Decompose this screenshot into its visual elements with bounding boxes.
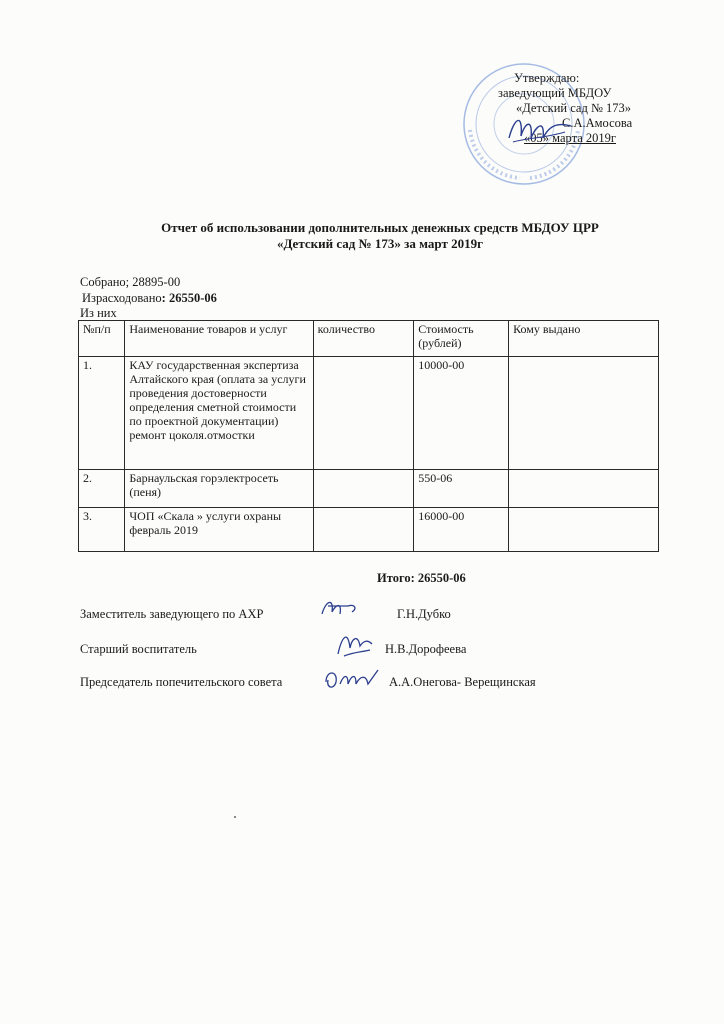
- of-them-label: Из них: [80, 306, 117, 320]
- spent-value: : 26550-06: [161, 291, 217, 305]
- column-header: Кому выдано: [509, 321, 659, 357]
- signature-name: Н.В.Дорофеева: [385, 642, 467, 656]
- spent-amount: [82, 291, 217, 306]
- approval-line: Утверждаю:: [514, 71, 580, 85]
- approval-line: заведующий МБДОУ: [498, 86, 612, 100]
- row-quantity: [313, 508, 414, 552]
- total-amount: Итого: 26550-06: [377, 571, 466, 585]
- title-line: Отчет об использовании дополнительных денежных средств МБДОУ ЦРР: [161, 220, 599, 235]
- signature-icon: [318, 594, 364, 622]
- row-number: 1.: [79, 357, 125, 470]
- signature-row: [80, 642, 467, 657]
- row-quantity: [313, 470, 414, 508]
- table-row: [79, 357, 659, 470]
- collected-amount: Собрано; 28895-00: [80, 275, 181, 289]
- signature-icon: [322, 664, 388, 694]
- signature-role: Старший воспитатель: [80, 642, 197, 656]
- row-number: 2.: [79, 470, 125, 508]
- row-name: Барнаульская горэлектросеть (пеня): [125, 470, 313, 508]
- paper-speck: [234, 816, 236, 818]
- signature-name: А.А.Онегова- Верещинская: [389, 675, 536, 689]
- signature-role: Председатель попечительского совета: [80, 675, 283, 689]
- row-recipient: [509, 508, 659, 552]
- row-cost: 10000-00: [414, 357, 509, 470]
- signature-row: [80, 607, 451, 622]
- row-cost: 550-06: [414, 470, 509, 508]
- table-row: [79, 470, 659, 508]
- column-header: Стоимость (рублей): [414, 321, 509, 357]
- column-header: количество: [313, 321, 414, 357]
- signature-role: Заместитель заведующего по АХР: [80, 607, 264, 621]
- signature-icon: [330, 626, 376, 660]
- row-quantity: [313, 357, 414, 470]
- signature-row: [80, 675, 536, 690]
- approval-line: «Детский сад № 173»: [516, 101, 632, 115]
- table-row: [79, 508, 659, 552]
- table-header-row: [79, 321, 659, 357]
- signature-name: Г.Н.Дубко: [397, 607, 451, 621]
- expenses-table: [78, 320, 659, 552]
- row-number: 3.: [79, 508, 125, 552]
- row-recipient: [509, 357, 659, 470]
- spent-label: Израсходовано: [82, 291, 162, 305]
- row-recipient: [509, 470, 659, 508]
- head-signature-icon: [505, 108, 575, 148]
- column-header: Наименование товаров и услуг: [125, 321, 313, 357]
- approval-line: С.А.Амосова: [562, 116, 633, 130]
- column-header: №п/п: [79, 321, 125, 357]
- row-name: КАУ государственная экспертиза Алтайского края (оплата за услуги проведения достоверности определения сметной стоимости по проектной документации) ремонт цоколя.отмостки: [125, 357, 313, 470]
- approval-date: «05» марта 2019г: [524, 131, 616, 145]
- row-cost: 16000-00: [414, 508, 509, 552]
- row-name: ЧОП «Скала » услуги охраны февраль 2019: [125, 508, 313, 552]
- title-line: «Детский сад № 173» за март 2019г: [276, 236, 484, 251]
- report-title: [80, 220, 680, 252]
